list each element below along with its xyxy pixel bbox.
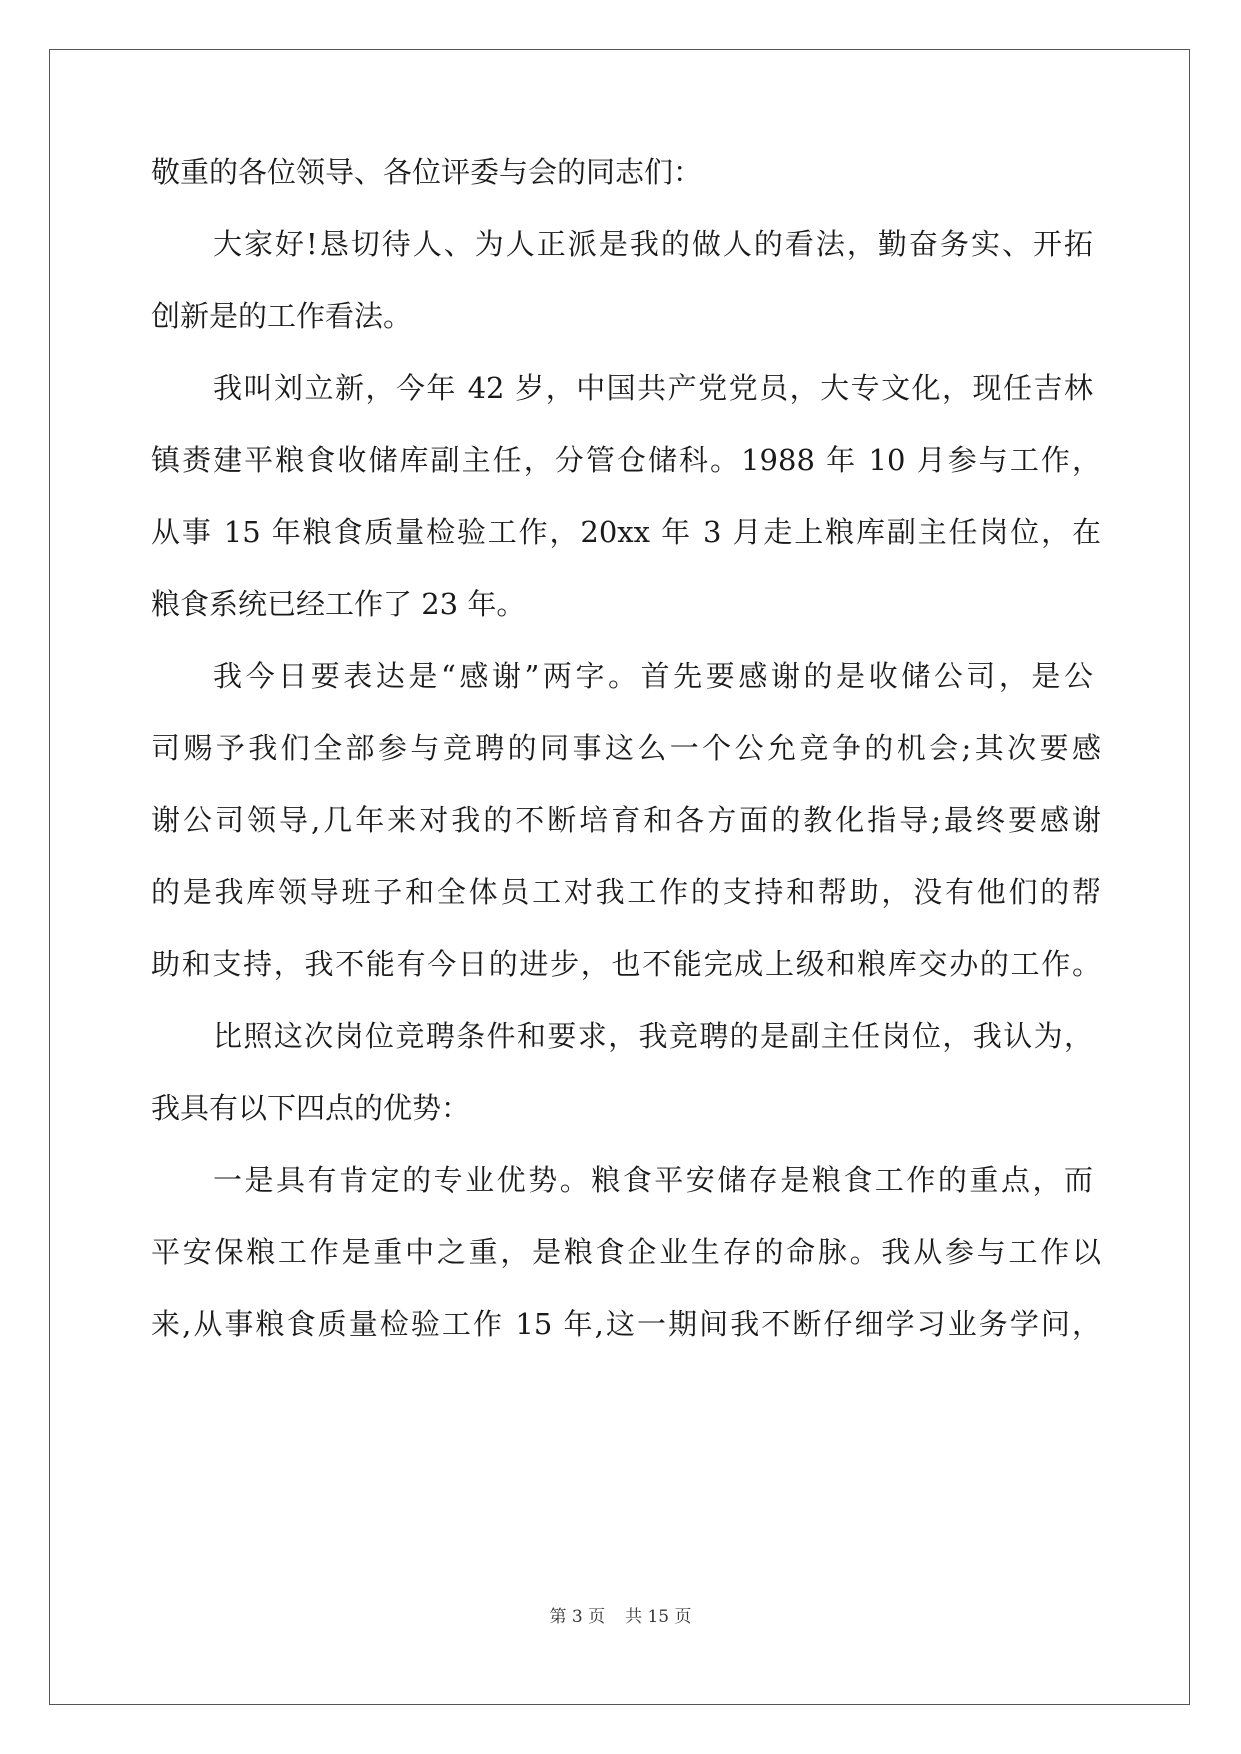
text-line: 的是我库领导班子和全体员工对我工作的支持和帮助，没有他们的帮 bbox=[151, 875, 1101, 909]
text-line: 大家好!恳切待人、为人正派是我的做人的看法，勤奋务实、开拓 bbox=[213, 227, 1093, 261]
page-footer bbox=[0, 1602, 1241, 1627]
text-line: 我今日要表达是“感谢”两字。首先要感谢的是收储公司，是公 bbox=[213, 659, 1093, 693]
text-line: 一是具有肯定的专业优势。粮食平安储存是粮食工作的重点，而 bbox=[213, 1163, 1093, 1197]
text-line: 我叫刘立新，今年 42 岁，中国共产党党员，大专文化，现任吉林 bbox=[213, 371, 1093, 405]
text-line: 比照这次岗位竞聘条件和要求，我竞聘的是副主任岗位，我认为， bbox=[213, 1019, 1093, 1053]
page-number: 第 3 页 bbox=[549, 1607, 606, 1627]
page-total: 共 15 页 bbox=[625, 1607, 692, 1627]
text-line: 粮食系统已经工作了 23 年。 bbox=[151, 587, 526, 621]
text-line: 我具有以下四点的优势： bbox=[151, 1091, 471, 1125]
salutation-line: 敬重的各位领导、各位评委与会的同志们： bbox=[151, 155, 703, 189]
text-line: 从事 15 年粮食质量检验工作，20xx 年 3 月走上粮库副主任岗位，在 bbox=[151, 515, 1101, 549]
text-line: 来,从事粮食质量检验工作 15 年,这一期间我不断仔细学习业务学问， bbox=[151, 1307, 1101, 1341]
text-line: 平安保粮工作是重中之重，是粮食企业生存的命脉。我从参与工作以 bbox=[151, 1235, 1101, 1269]
text-line: 司赐予我们全部参与竞聘的同事这么一个公允竞争的机会;其次要感 bbox=[151, 731, 1101, 765]
text-line: 镇赉建平粮食收储库副主任，分管仓储科。1988 年 10 月参与工作， bbox=[151, 443, 1101, 477]
text-line: 助和支持，我不能有今日的进步，也不能完成上级和粮库交办的工作。 bbox=[151, 947, 1101, 981]
text-line: 创新是的工作看法。 bbox=[151, 299, 413, 333]
text-line: 谢公司领导,几年来对我的不断培育和各方面的教化指导;最终要感谢 bbox=[151, 803, 1101, 837]
